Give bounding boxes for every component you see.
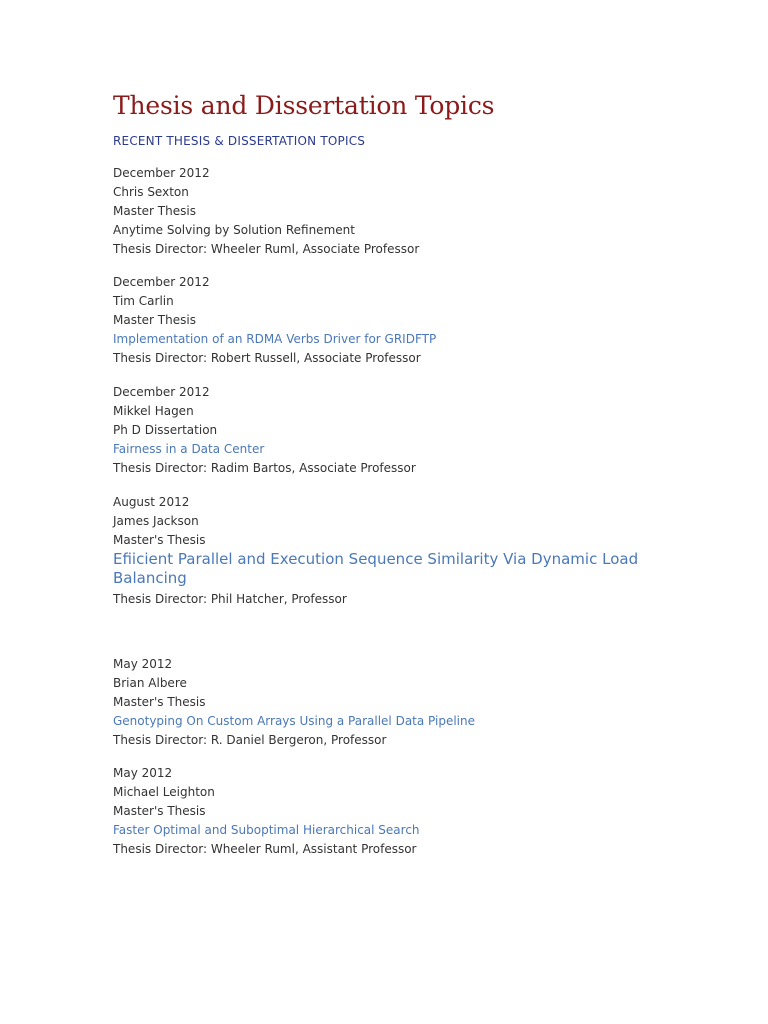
thesis-entry [113,164,419,259]
entry-topic-link[interactable]: Genotyping On Custom Arrays Using a Parallel Data Pipeline [113,714,476,728]
entry-type: Master's Thesis [113,804,206,818]
entry-topic-link[interactable]: Implementation of an RDMA Verbs Driver for GRIDFTP [113,332,437,346]
page-title: Thesis and Dissertation Topics [113,91,495,120]
entry-type: Master's Thesis [113,695,206,709]
thesis-entry [113,764,420,859]
entry-director: Thesis Director: Robert Russell, Associate Professor [113,351,421,365]
thesis-entry [113,493,673,609]
entry-author: Chris Sexton [113,185,189,199]
entry-author: James Jackson [113,514,199,528]
thesis-entry [113,383,416,478]
section-subtitle: RECENT THESIS & DISSERTATION TOPICS [113,134,366,148]
entry-topic-link[interactable]: Efiicient Parallel and Execution Sequence Similarity Via Dynamic Load Balancing [113,550,639,587]
entry-type: Master Thesis [113,204,196,218]
entry-director: Thesis Director: Wheeler Ruml, Assistant Professor [113,842,417,856]
entry-director: Thesis Director: Wheeler Ruml, Associate Professor [113,242,420,256]
entry-date: December 2012 [113,385,210,399]
entry-type: Ph D Dissertation [113,423,218,437]
entry-date: December 2012 [113,166,210,180]
entry-type: Master's Thesis [113,533,206,547]
entry-topic-link[interactable]: Faster Optimal and Suboptimal Hierarchical Search [113,823,420,837]
entry-type: Master Thesis [113,313,196,327]
thesis-entry [113,273,436,368]
entry-date: May 2012 [113,766,173,780]
entry-date: December 2012 [113,275,210,289]
entry-author: Michael Leighton [113,785,215,799]
entry-author: Mikkel Hagen [113,404,194,418]
document-page [113,86,713,856]
entry-topic: Anytime Solving by Solution Refinement [113,223,355,237]
entry-director: Thesis Director: Radim Bartos, Associate Professor [113,461,416,475]
thesis-entry [113,655,475,750]
entry-date: August 2012 [113,495,190,509]
entry-director: Thesis Director: Phil Hatcher, Professor [113,592,347,606]
entry-director: Thesis Director: R. Daniel Bergeron, Professor [113,733,387,747]
entry-author: Tim Carlin [113,294,174,308]
entry-topic-link[interactable]: Fairness in a Data Center [113,442,265,456]
entry-author: Brian Albere [113,676,187,690]
entry-date: May 2012 [113,657,173,671]
